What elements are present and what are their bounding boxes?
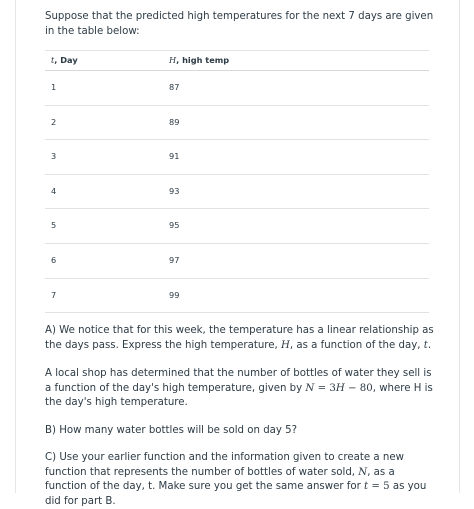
temp-cell: 99 <box>169 289 180 300</box>
left-border-line <box>15 0 16 493</box>
part-b-question: B) How many water bottles will be sold on day 5? <box>45 425 298 436</box>
table-row <box>45 71 429 106</box>
table-row <box>45 244 429 279</box>
day-cell: 7 <box>51 289 57 300</box>
part-a-text: . <box>427 339 432 351</box>
temp-cell: 95 <box>169 220 180 231</box>
var-t: t <box>423 339 428 351</box>
day-cell: 4 <box>51 185 57 196</box>
header-temp-label: , high temp <box>176 55 230 65</box>
part-a-question <box>45 324 435 353</box>
table-row <box>45 279 429 314</box>
shop-paragraph <box>45 367 435 411</box>
temp-cell: 93 <box>169 185 180 196</box>
var-h: H <box>169 55 177 65</box>
header-day-label: , Day <box>54 55 78 65</box>
var-h: H <box>280 339 290 351</box>
day-cell: 5 <box>51 220 57 231</box>
temperature-table <box>45 50 429 313</box>
part-a-text: , as a function of the day, <box>289 339 424 351</box>
table-header <box>45 50 429 71</box>
shop-text: , where H is the day's high temperature. <box>45 382 433 408</box>
part-c-question <box>45 451 435 509</box>
table-row <box>45 140 429 175</box>
var-n: N <box>305 382 315 394</box>
intro-text: Suppose that the predicted high temperatures for the next 7 days are given in the table below: <box>45 11 434 37</box>
equation-part: = 5 <box>368 481 390 492</box>
part-c-text: as you did for part B. <box>45 481 427 507</box>
equation-part: = 3 <box>314 382 336 394</box>
table-row <box>45 175 429 210</box>
part-a-text: A) We notice that for this week, the temperature has a linear relationship as the days pass. Express the high temperature, <box>45 325 434 351</box>
shop-text: A local shop has determined that the number of bottles of water they sell is a function of the day's high temperature, given by <box>45 368 432 394</box>
right-border-line <box>459 0 460 493</box>
table-row <box>45 209 429 244</box>
var-h: H <box>335 382 345 394</box>
part-c-text: C) Use your earlier function and the information given to create a new function that represents the number of bottles of water sold, <box>45 452 404 478</box>
day-cell: 6 <box>51 254 57 265</box>
var-t: t <box>364 481 369 492</box>
temp-cell: 89 <box>169 116 180 127</box>
part-c-text: , as a function of the day, t. Make sure you get the same answer for <box>45 466 395 492</box>
var-n: N <box>358 466 368 478</box>
day-cell: 3 <box>51 151 57 162</box>
day-cell: 1 <box>51 82 57 92</box>
var-t: t <box>51 55 55 65</box>
day-cell: 2 <box>51 116 57 127</box>
table-row <box>45 106 429 141</box>
temp-cell: 87 <box>169 82 180 92</box>
header-temp <box>169 55 229 65</box>
header-day <box>51 55 78 65</box>
temp-cell: 97 <box>169 254 180 265</box>
equation-part: − 80 <box>344 382 373 394</box>
temp-cell: 91 <box>169 151 180 162</box>
